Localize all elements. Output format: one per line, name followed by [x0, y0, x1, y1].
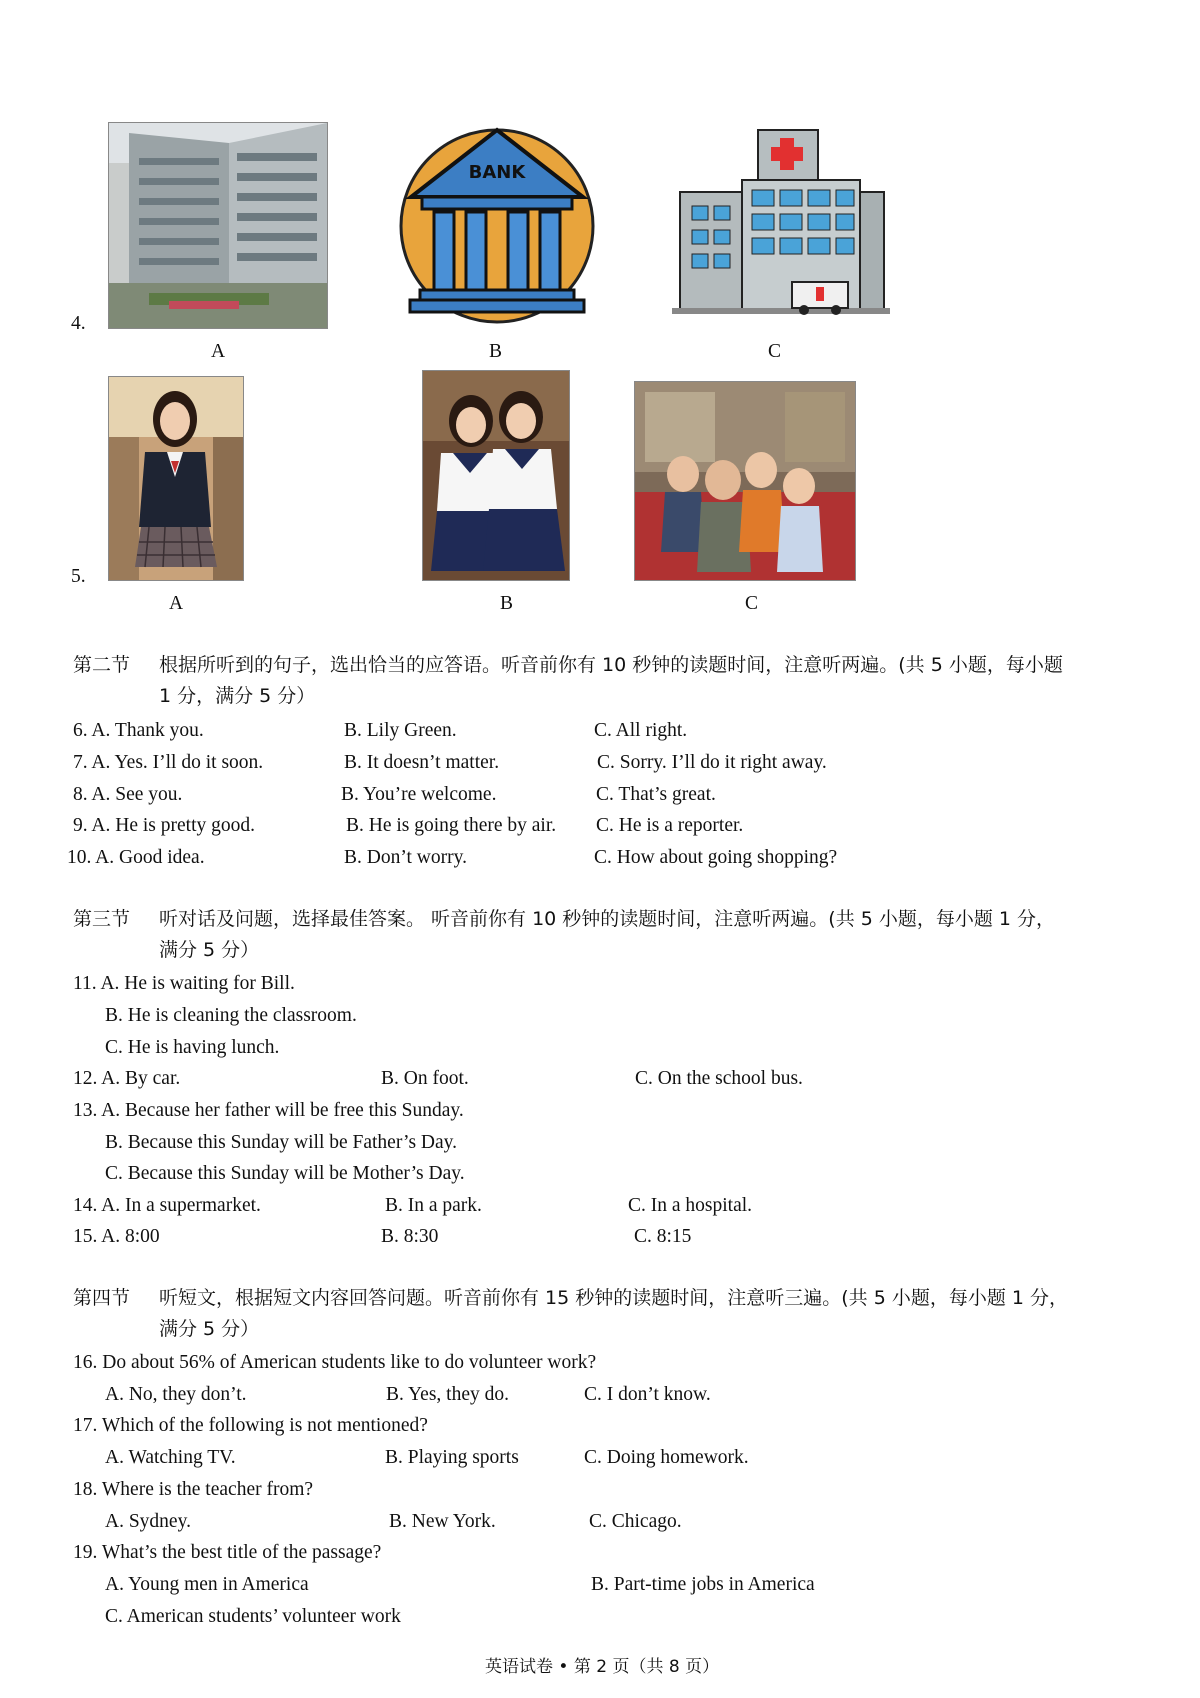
q6-option-b: B. Lily Green. — [344, 720, 457, 741]
section2-instruction-line2: 1 分，满分 5 分） — [159, 685, 316, 707]
section2-heading: 第二节 — [73, 654, 131, 676]
q17-stem: 17. Which of the following is not mentioned? — [73, 1415, 428, 1436]
q5-option-b: B — [500, 593, 514, 614]
hospital-icon — [672, 122, 890, 327]
q12-option-c: C. On the school bus. — [635, 1068, 803, 1089]
q9-option-b: B. He is going there by air. — [346, 815, 557, 836]
q5-number: 5. — [71, 566, 86, 587]
q16-option-c: C. I don’t know. — [584, 1384, 711, 1405]
q7-option-c: C. Sorry. I’ll do it right away. — [597, 752, 827, 773]
q8-option-a: 8. A. See you. — [73, 784, 183, 805]
q7-option-a: 7. A. Yes. I’ll do it soon. — [73, 752, 264, 773]
two-students-icon — [423, 371, 569, 580]
section3-heading: 第三节 — [73, 908, 131, 930]
q15-option-c: C. 8:15 — [634, 1226, 692, 1247]
q10-option-c: C. How about going shopping? — [594, 847, 838, 868]
section3-instruction-line2: 满分 5 分） — [159, 939, 260, 961]
family-on-sofa-photo — [634, 381, 856, 581]
q19-option-c: C. American students’ volunteer work — [105, 1606, 401, 1627]
q12-option-b: B. On foot. — [381, 1068, 469, 1089]
school-building-icon — [109, 123, 327, 328]
q5-option-c: C — [745, 593, 759, 614]
q11-option-b: B. He is cleaning the classroom. — [105, 1005, 357, 1026]
q15-option-a: 15. A. 8:00 — [73, 1226, 160, 1247]
q14-option-b: B. In a park. — [385, 1195, 482, 1216]
q18-option-a: A. Sydney. — [105, 1511, 191, 1532]
hospital-picture — [672, 122, 890, 327]
q14-option-c: C. In a hospital. — [628, 1195, 753, 1216]
q4-option-c: C — [768, 341, 782, 362]
q19-option-a: A. Young men in America — [105, 1574, 309, 1595]
q4-number: 4. — [71, 313, 86, 334]
q7-option-b: B. It doesn’t matter. — [344, 752, 500, 773]
q5-option-a: A — [169, 593, 184, 614]
section3-instruction-line1: 听对话及问题，选择最佳答案。 听音前你有 10 秒钟的读题时间，注意听两遍。(共 5 小题，每小题 1 分， — [159, 908, 1056, 930]
q10-option-a: 10. A. Good idea. — [67, 847, 205, 868]
section4-instruction-line1: 听短文，根据短文内容回答问题。听音前你有 15 秒钟的读题时间，注意听三遍。(共 5 小题，每小题 1 分， — [159, 1287, 1069, 1309]
q4-option-a: A — [211, 341, 226, 362]
two-girls-photo — [422, 370, 570, 581]
q10-option-b: B. Don’t worry. — [344, 847, 467, 868]
q19-stem: 19. What’s the best title of the passage? — [73, 1542, 382, 1563]
q18-option-b: B. New York. — [389, 1511, 496, 1532]
school-building-photo — [108, 122, 328, 329]
q15-option-b: B. 8:30 — [381, 1226, 439, 1247]
q4-option-b: B — [489, 341, 503, 362]
q12-option-a: 12. A. By car. — [73, 1068, 181, 1089]
q8-option-c: C. That’s great. — [596, 784, 716, 805]
q16-stem: 16. Do about 56% of American students like to do volunteer work? — [73, 1352, 597, 1373]
girl-in-uniform-photo — [108, 376, 244, 581]
q9-option-c: C. He is a reporter. — [596, 815, 744, 836]
q6-option-c: C. All right. — [594, 720, 688, 741]
q19-option-b: B. Part-time jobs in America — [591, 1574, 815, 1595]
q6-option-a: 6. A. Thank you. — [73, 720, 204, 741]
bank-icon — [398, 122, 596, 327]
q18-stem: 18. Where is the teacher from? — [73, 1479, 314, 1500]
q18-option-c: C. Chicago. — [589, 1511, 682, 1532]
section4-heading: 第四节 — [73, 1287, 131, 1309]
q17-option-b: B. Playing sports — [385, 1447, 519, 1468]
q13-option-a: 13. A. Because her father will be free this Sunday. — [73, 1100, 464, 1121]
q11-option-c: C. He is having lunch. — [105, 1037, 280, 1058]
q8-option-b: B. You’re welcome. — [341, 784, 497, 805]
section4-instruction-line2: 满分 5 分） — [159, 1318, 260, 1340]
family-icon — [635, 382, 855, 580]
q17-option-c: C. Doing homework. — [584, 1447, 749, 1468]
q9-option-a: 9. A. He is pretty good. — [73, 815, 255, 836]
q17-option-a: A. Watching TV. — [105, 1447, 236, 1468]
q14-option-a: 14. A. In a supermarket. — [73, 1195, 261, 1216]
q16-option-b: B. Yes, they do. — [386, 1384, 509, 1405]
q11-option-a: 11. A. He is waiting for Bill. — [73, 973, 295, 994]
page-footer: 英语试卷 • 第 2 页（共 8 页） — [485, 1657, 720, 1677]
student-girl-icon — [109, 377, 243, 580]
q13-option-b: B. Because this Sunday will be Father’s Day. — [105, 1132, 458, 1153]
bank-picture — [398, 122, 596, 327]
bank-sign: BANK — [468, 162, 526, 183]
q16-option-a: A. No, they don’t. — [105, 1384, 247, 1405]
section2-instruction-line1: 根据所听到的句子，选出恰当的应答语。听音前你有 10 秒钟的读题时间，注意听两遍。(共 5 小题，每小题 — [159, 654, 1063, 676]
q13-option-c: C. Because this Sunday will be Mother’s Day. — [105, 1163, 465, 1184]
